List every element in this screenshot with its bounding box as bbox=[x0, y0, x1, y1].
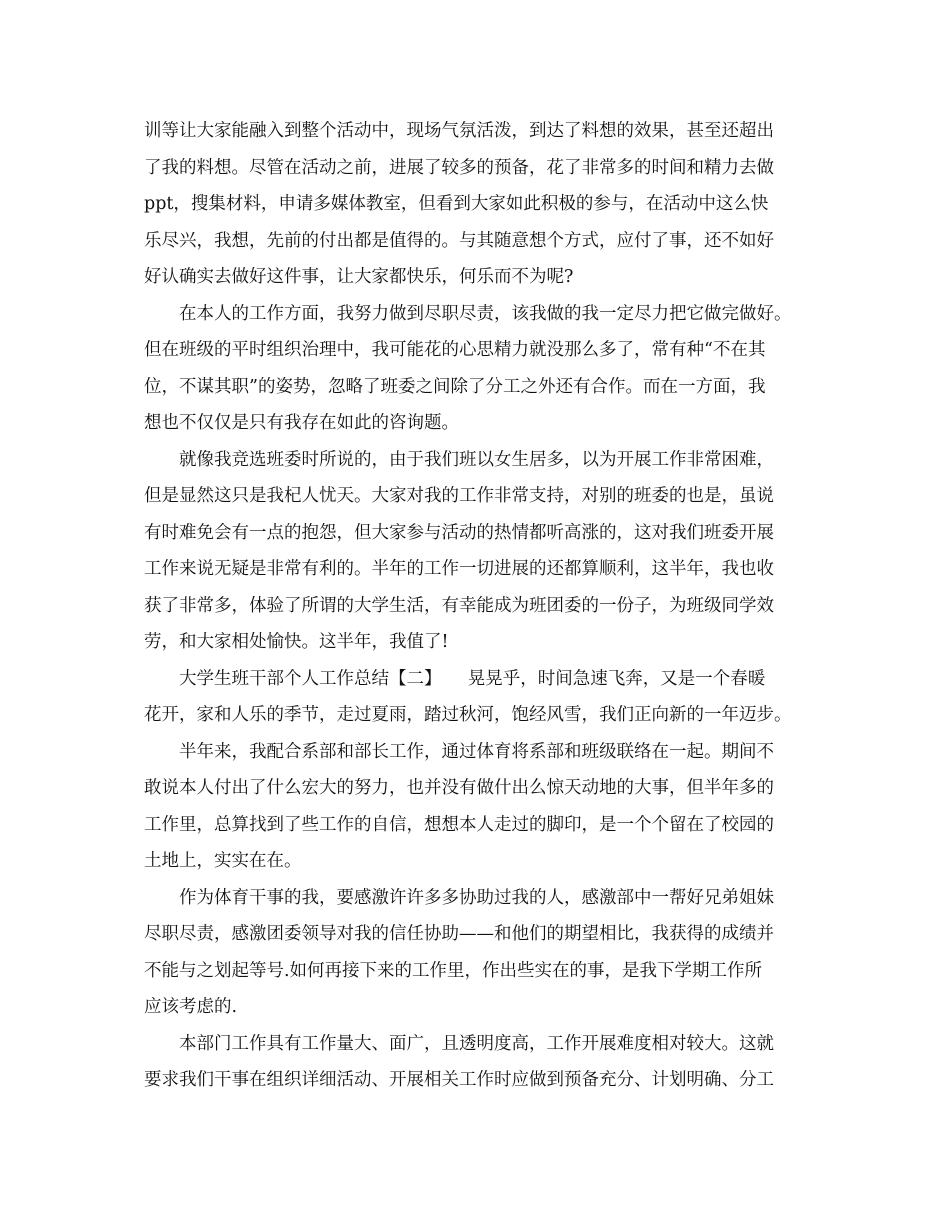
document-body bbox=[144, 113, 824, 1099]
text-line: 获了非常多，体验了所谓的大学生活，有幸能成为班团委的一份子，为班级同学效 bbox=[144, 595, 774, 616]
text-line: 有时难免会有一点的抱怨，但大家参与活动的热情都听高涨的，这对我们班委开展 bbox=[144, 522, 774, 543]
text-line: 劳，和大家相处愉快。这半年，我值了! bbox=[144, 632, 449, 652]
text-line: 敢说本人付出了什么宏大的努力，也并没有做什出么惊天动地的大事，但半年多的 bbox=[144, 778, 774, 798]
text-line: 花开，家和人乐的季节，走过夏雨，踏过秋河，饱经风雪，我们正向新的一年迈步。 bbox=[144, 705, 792, 725]
text-line: 土地上，实实在在。 bbox=[144, 851, 302, 871]
text-line: 好认确实去做好这件事，让大家都快乐，何乐而不为呢? bbox=[144, 267, 574, 287]
text-line: 就像我竞选班委时所说的，由于我们班以女生居多，以为开展工作非常困难， bbox=[179, 449, 774, 470]
text-line: 大学生班干部个人工作总结【二】 晃晃乎，时间急速飞奔，又是一个春暖 bbox=[179, 668, 766, 689]
text-line: 要求我们干事在组织详细活动、开展相关工作时应做到预备充分、计划明确、分工 bbox=[144, 1070, 774, 1090]
text-line: 不能与之划起等号.如何再接下来的工作里，作出些实在的事，是我下学期工作所 bbox=[144, 960, 763, 981]
text-line: 应该考虑的. bbox=[144, 997, 238, 1017]
text-line: ppt，搜集材料，申请多媒体教室，但看到大家如此积极的参与，在活动中这么快 bbox=[144, 194, 769, 214]
text-line: 但是显然这只是我杞人忧天。大家对我的工作非常支持，对别的班委的也是，虽说 bbox=[144, 486, 774, 506]
text-line: 乐尽兴，我想，先前的付出都是值得的。与其随意想个方式，应付了事，还不如好 bbox=[144, 230, 774, 251]
text-line: 半年来，我配合系部和部长工作，通过体育将系部和班级联络在一起。期间不 bbox=[179, 741, 774, 762]
text-line: 作为体育干事的我，要感激许许多多协助过我的人，感激部中一帮好兄弟姐妹 bbox=[179, 887, 774, 908]
text-line: 想也不仅仅是只有我存在如此的咨询题。 bbox=[144, 413, 459, 433]
text-line: 工作里，总算找到了些工作的自信，想想本人走过的脚印，是一个个留在了校园的 bbox=[144, 814, 774, 835]
text-line: 本部门工作具有工作量大、面广，且透明度高，工作开展难度相对较大。这就 bbox=[179, 1033, 774, 1054]
text-line: 训等让大家能融入到整个活动中，现场气氛活泼，到达了料想的效果，甚至还超出 bbox=[144, 121, 774, 141]
text-line: 工作来说无疑是非常有利的。半年的工作一切进展的还都算顺利，这半年，我也收 bbox=[144, 559, 774, 579]
text-line: 了我的料想。尽管在活动之前，进展了较多的预备，花了非常多的时间和精力去做 bbox=[144, 157, 774, 178]
text-line: 尽职尽责，感激团委领导对我的信任协助——和他们的期望相比，我获得的成绩并 bbox=[144, 924, 774, 944]
text-line: 位，不谋其职”的姿势，忽略了班委之间除了分工之外还有合作。而在一方面，我 bbox=[144, 376, 766, 397]
text-line: 但在班级的平时组织治理中，我可能花的心思精力就没那么多了，常有种“不在其 bbox=[144, 340, 766, 360]
text-line: 在本人的工作方面，我努力做到尽职尽责，该我做的我一定尽力把它做完做好。 bbox=[179, 303, 792, 324]
